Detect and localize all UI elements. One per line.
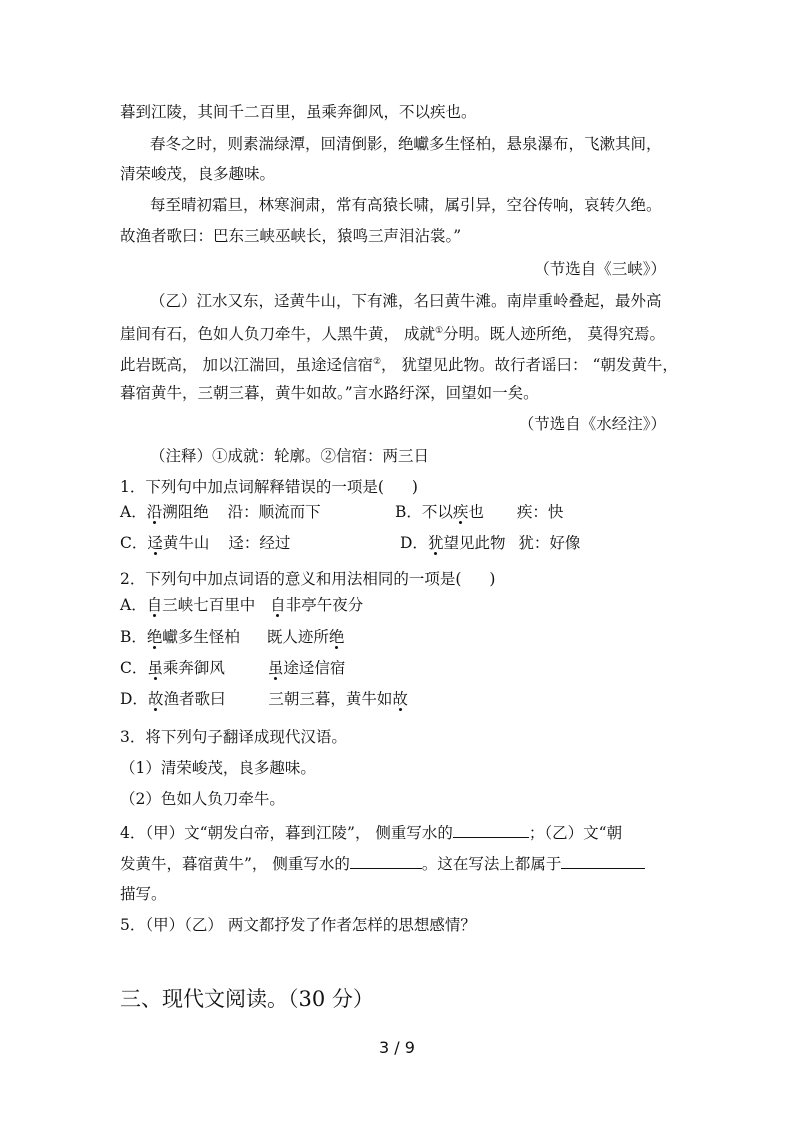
q2-a2-dotted-word: 自 (270, 596, 286, 614)
q2-d-sentence: 渔者歌曰 (163, 690, 226, 708)
q1-c-gloss: 迳：经过 (228, 534, 291, 552)
q1-d-rest: 望见此物 (443, 534, 506, 552)
q1-d-label: D． (400, 534, 428, 552)
q1-b-rest: 也 (468, 503, 484, 521)
q1-b-label: B．不以 (395, 503, 453, 521)
passage-yi-line-2-part-b: 成就 (403, 325, 435, 344)
q1-a-gloss: 沿：顺流而下 (227, 503, 321, 521)
q1-b-gloss: 疾：快 (516, 503, 564, 521)
passage-jia-line-2: 春冬之时，则素湍绿潭，回清倒影，绝巘多生怪柏，悬泉瀑布，飞漱其间， (150, 135, 662, 153)
q1-a-dotted-word: 沿 (146, 503, 163, 521)
passage-yi-line-3-part-b: 加以江湍回，虽途迳信宿 (202, 356, 373, 375)
passage-yi-line-2-part-a: 崖间有石，色如人负刀牵牛，人黑牛黄， (120, 325, 400, 344)
q1-a-label: A． (120, 503, 147, 521)
q1-a-rest: 溯阻绝 (162, 503, 209, 521)
passage-yi-line-3-part-a: 此岩既高， (120, 356, 198, 375)
footnote-marker-2: ② (372, 357, 382, 367)
q1-option-c (120, 532, 290, 554)
q2-c2-sentence: 途迳信宿 (283, 659, 346, 677)
q1-d-gloss: 犹：好像 (518, 534, 581, 552)
passage-yi-line-1: （乙）江水又东，迳黄牛山，下有滩，名曰黄牛滩。南岸重岭叠起，最外高 (150, 292, 662, 310)
page-number: 3 / 9 (379, 1038, 415, 1057)
q4-l2-text-b: 侧重写水的 (272, 855, 350, 873)
q2-stem-close: ) (489, 570, 496, 588)
q2-d-dotted-word: 故 (147, 690, 164, 708)
passage-yi-line-4: 暮宿黄牛，三朝三暮，黄牛如故。”言水路纡深，回望如一矣。 (120, 384, 539, 402)
q5-text: 两文都抒发了作者怎样的思想感情？ (227, 916, 476, 934)
q3-sentence-1: （1）清荣峻茂，良多趣味。 (120, 759, 316, 777)
passage-yi-line-3-part-e: 犹望见此物。故行者谣曰： (401, 356, 588, 375)
q3-stem: 3．将下列句子翻译成现代汉语。 (120, 728, 347, 746)
q1-option-d (400, 532, 580, 554)
passage-yi-line-2 (120, 320, 665, 345)
q1-stem (120, 476, 418, 498)
q4-l2-text-a: 发黄牛，暮宿黄牛”， (120, 855, 268, 873)
q2-d2-sentence: 三朝三暮，黄牛如 (268, 690, 393, 708)
q2-option-d (120, 688, 408, 710)
q2-option-b (120, 626, 344, 648)
q4-line-1 (120, 821, 622, 844)
footnote-marker-1: ① (434, 326, 444, 336)
q2-c-sentence: 乘奔御风 (162, 659, 225, 677)
passage-jia-line-5: 故渔者歌曰：巴东三峡巫峡长，猿鸣三声泪沾裳。” (120, 227, 462, 245)
q2-c-label: C． (120, 659, 148, 677)
q1-b-dotted-word: 疾 (452, 503, 469, 521)
passage-yi-source: （节选自《水经注》） (518, 415, 666, 433)
q3-sentence-2: （2）色如人负刀牵牛。 (120, 790, 285, 808)
q2-option-a (120, 594, 363, 616)
q2-b2-dotted-word: 绝 (328, 628, 345, 646)
q2-b-dotted-word: 绝 (146, 628, 163, 646)
q2-c-dotted-word: 虽 (147, 659, 163, 677)
q2-a-sentence: 三峡七百里中 (162, 596, 256, 614)
passage-yi-line-3-part-f: “朝发黄牛， (592, 356, 678, 375)
q4-answer-blank-1[interactable] (453, 821, 529, 838)
passage-jia-source: （节选自《三峡》） (534, 260, 666, 278)
q2-c2-dotted-word: 虽 (267, 659, 284, 677)
passage-yi-line-3-part-d: ， (381, 356, 397, 375)
q4-l1-text-b: 侧重写水的 (375, 824, 453, 842)
q1-stem-close: ) (411, 478, 418, 496)
q1-c-rest: 黄牛山 (162, 534, 210, 552)
q1-option-a (120, 501, 321, 523)
q1-option-b (395, 501, 563, 523)
q2-option-c (120, 657, 345, 679)
q2-stem-text: 2．下列句中加点词语的意义和用法相同的一项是( (120, 570, 462, 588)
passage-yi-line-3 (120, 351, 678, 376)
q4-l1-text-c: ；（乙）文“朝 (528, 824, 623, 842)
q4-line-2 (120, 852, 645, 875)
passage-yi-line-2-part-d: 分明。既人迹所绝， (443, 325, 583, 344)
q2-d-label: D． (120, 690, 148, 708)
q5-label: 5．（甲）（乙） (120, 916, 223, 934)
q4-l1-text-a: 4．（甲）文“朝发白帝，暮到江陵”， (120, 824, 371, 842)
q5-question (120, 914, 476, 936)
passage-jia-line-3: 清荣峻茂，良多趣味。 (120, 165, 276, 183)
q1-c-dotted-word: 迳 (147, 534, 163, 552)
q2-a2-sentence: 非亭午夜分 (285, 596, 364, 614)
q2-d2-dotted-word: 故 (392, 690, 408, 708)
q4-answer-blank-2[interactable] (350, 852, 422, 869)
passage-jia-line-1: 暮到江陵，其间千二百里，虽乘奔御风，不以疾也。 (120, 103, 477, 121)
q2-a-label: A． (120, 596, 147, 614)
q4-line-3: 描写。 (120, 885, 167, 903)
q4-l2-text-c: 。这在写法上都属于 (421, 855, 562, 873)
q1-c-label: C． (120, 534, 148, 552)
q2-b2-sentence: 既人迹所 (266, 628, 329, 646)
section-heading-modern-reading: 三、现代文阅读。（30 分） (120, 987, 374, 1011)
q4-answer-blank-3[interactable] (561, 852, 645, 869)
q2-b-sentence: 巘多生怪柏 (162, 628, 240, 646)
q2-a-dotted-word: 自 (146, 596, 163, 614)
q1-stem-text: 1．下列句中加点词解释错误的一项是( (120, 478, 384, 496)
annotation-note: （注释）①成就：轮廓。②信宿：两三日 (150, 447, 430, 465)
q1-d-dotted-word: 犹 (427, 534, 444, 552)
q2-stem (120, 568, 495, 590)
passage-jia-line-4: 每至晴初霜旦，林寒涧肃，常有高猿长啸，属引异，空谷传响，哀转久绝。 (150, 196, 662, 214)
q2-b-label: B． (120, 628, 147, 646)
passage-yi-line-2-part-e: 莫得究焉。 (587, 325, 666, 344)
